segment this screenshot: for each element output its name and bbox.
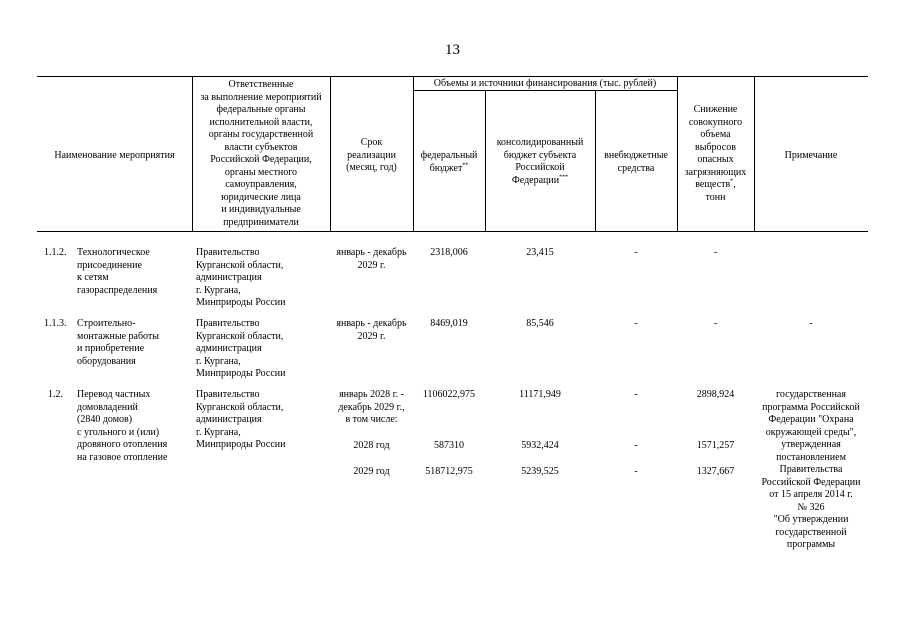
subrow-2029-federal: 518712,975 — [425, 466, 473, 477]
subrow-2028-federal: 587310 — [434, 440, 464, 451]
row-2-responsible: Правительство Курганской области, администрация г. Кургана, Минприроды России — [196, 318, 286, 379]
header-term: Срок реализации (месяц, год) — [346, 137, 397, 173]
table-top-border — [37, 76, 868, 77]
row-2-federal: 8469,019 — [430, 318, 468, 329]
header-reduction-unit: , тонн — [705, 179, 736, 203]
header-bottom-border — [37, 231, 868, 232]
row-3-extra: - — [634, 389, 638, 400]
row-3-term: январь 2028 г. - декабрь 2029 г., в том числе: — [338, 389, 405, 425]
row-2-extra: - — [634, 318, 638, 329]
header-reduction-label: Снижение совокупного объема выбросов опасных загрязняющих веществ — [684, 104, 747, 190]
row-1-reduction: - — [713, 247, 718, 258]
row-1-responsible: Правительство Курганской области, администрация г. Кургана, Минприроды России — [196, 247, 286, 308]
header-federal-mark: ** — [462, 162, 469, 169]
header-consolidated — [485, 137, 595, 187]
row-3-name: Перевод частных домовладений (2840 домов) с угольного и (или) дровяного отопления на газовое отопление — [77, 389, 168, 463]
row-2-number: 1.1.3. — [44, 318, 67, 329]
header-responsible: Ответственные за выполнение мероприятий федеральные органы исполнительной власти, органы государственной власти субъектов Российской Федерации, органы местного самоуправления, юридические лица и индивидуальные предприниматели — [200, 79, 322, 228]
subrow-2028-term: 2028 год — [353, 440, 390, 451]
row-1-extra: - — [634, 247, 638, 258]
subrow-2029-consolidated: 5239,525 — [521, 466, 559, 477]
subrow-2029-term: 2029 год — [353, 466, 390, 477]
row-2-term: январь - декабрь 2029 г. — [336, 318, 407, 342]
subrow-2028-extra: - — [634, 440, 638, 451]
row-1-consolidated: 23,415 — [526, 247, 554, 258]
row-3-federal: 1106022,975 — [422, 389, 476, 400]
header-consolidated-mark: *** — [559, 174, 569, 181]
header-consolidated-label: консолидированный бюджет субъекта Российской Федерации — [496, 137, 584, 186]
header-note: Примечание — [784, 150, 838, 161]
header-funding-group: Объемы и источники финансирования (тыс. рублей) — [433, 78, 657, 89]
row-1-federal: 2318,006 — [430, 247, 468, 258]
row-3-number: 1.2. — [48, 389, 63, 400]
row-1-term: январь - декабрь 2029 г. — [336, 247, 407, 271]
header-reduction-mark: * — [730, 178, 734, 185]
subrow-2028-reduction: 1571,257 — [696, 440, 735, 451]
header-federal — [413, 150, 485, 175]
row-1-number: 1.1.2. — [44, 247, 67, 258]
row-2-name: Строительно- монтажные работы и приобретение оборудования — [77, 318, 160, 367]
row-2-consolidated: 85,546 — [526, 318, 554, 329]
row-3-note: государственная программа Российской Федерации "Охрана окружающей среды", утвержденная постановлением Правительства Российской Федерации от 15 апреля 2014 г. № 326 "Об утверждении государственной программы — [761, 389, 861, 550]
row-3-responsible: Правительство Курганской области, администрация г. Кургана, Минприроды России — [196, 389, 286, 450]
row-3-reduction: 2898,924 — [696, 389, 735, 400]
header-name: Наименование мероприятия — [54, 150, 175, 161]
row-3-consolidated: 11171,949 — [519, 389, 561, 400]
row-2-note: - — [809, 318, 813, 329]
subrow-2029-reduction: 1327,667 — [696, 466, 735, 477]
subrow-2028-consolidated: 5932,424 — [521, 440, 559, 451]
row-2-reduction: - — [713, 318, 718, 329]
row-1-name: Технологическое присоединение к сетям газораспределения — [77, 247, 158, 296]
page-number: 13 — [445, 42, 460, 58]
header-federal-label: федеральный бюджет — [420, 150, 478, 174]
header-extra: внебюджетные средства — [604, 150, 668, 174]
subrow-2029-extra: - — [634, 466, 638, 477]
header-reduction — [677, 104, 754, 204]
